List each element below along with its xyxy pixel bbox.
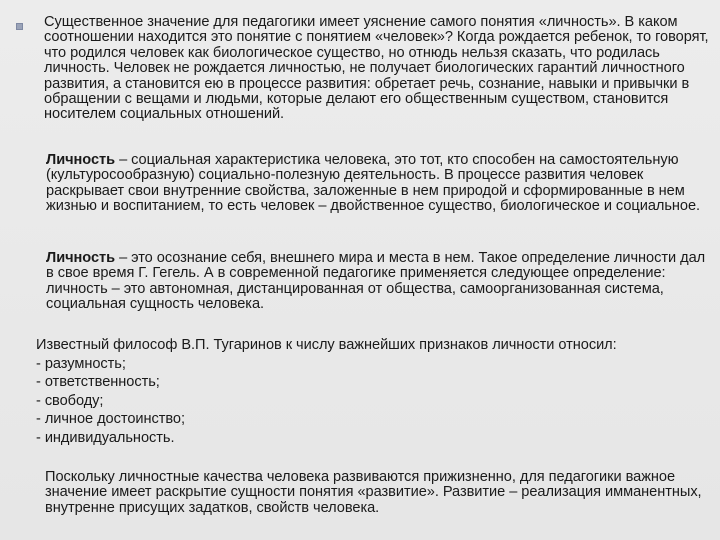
definition-text: – это осознание себя, внешнего мира и места в нем. Такое определение личности дал в свое время Г. Гегель. А в современной педагогике применяется следующее определение: личность – это автономная, дистанцированная от общества, самоорганизованная система, социальная сущность человека. <box>46 250 706 313</box>
list-item: - индивидуальность. <box>36 429 175 446</box>
paragraph-personality-concept: Существенное значение для педагогики имеет уяснение самого понятия «личность». В каком соотношении находится это понятие с понятием «человек»? Когда рождается ребенок, то говорят, что родился человек как биологическое существо, но отнюдь нельзя сказать, что родилась личность. Человек не рождается личностью, не получает биологических гарантий личностного развития, а становится ею в процессе развития: обретает речь, сознание, навыки и привычки в обращении с вещами и людьми, которые делают его общественным существом, становится носителем социальных отношений. <box>44 14 709 123</box>
list-item: - ответственность; <box>36 374 160 390</box>
definition-text: – социальная характеристика человека, это тот, кто способен на самостоятельную (культуросообразную) социально-полезную деятельность. В процессе развития человек раскрывает свои внутренние свойства, заложенные в нем природой и сформированные в нем жизнью и воспитанием, то есть человек – двойственное существо, биологическое и социальное. <box>46 152 701 215</box>
traits-list <box>36 355 701 448</box>
traits-intro: Известный философ В.П. Тугаринов к числу важнейших признаков личности относил: <box>36 337 617 353</box>
paragraph-personality-definition-hegel <box>46 251 711 313</box>
term-personality: Личность <box>46 152 116 168</box>
term-personality: Личность <box>46 250 116 266</box>
paragraph-personality-definition-social <box>46 153 711 215</box>
paragraph-development: Поскольку личностные качества человека развиваются прижизненно, для педагогики важное значение имеет раскрытие сущности понятия «развитие». Развитие – реализация имманентных, внутренне присущих задатков, свойств человека. <box>45 469 702 516</box>
list-item: - личное достоинство; <box>36 411 185 427</box>
list-item: - свободу; <box>36 392 104 409</box>
list-item: - разумность; <box>36 355 126 372</box>
paragraph-tugarinov-traits <box>36 336 701 447</box>
bullet-square-icon <box>16 23 23 30</box>
